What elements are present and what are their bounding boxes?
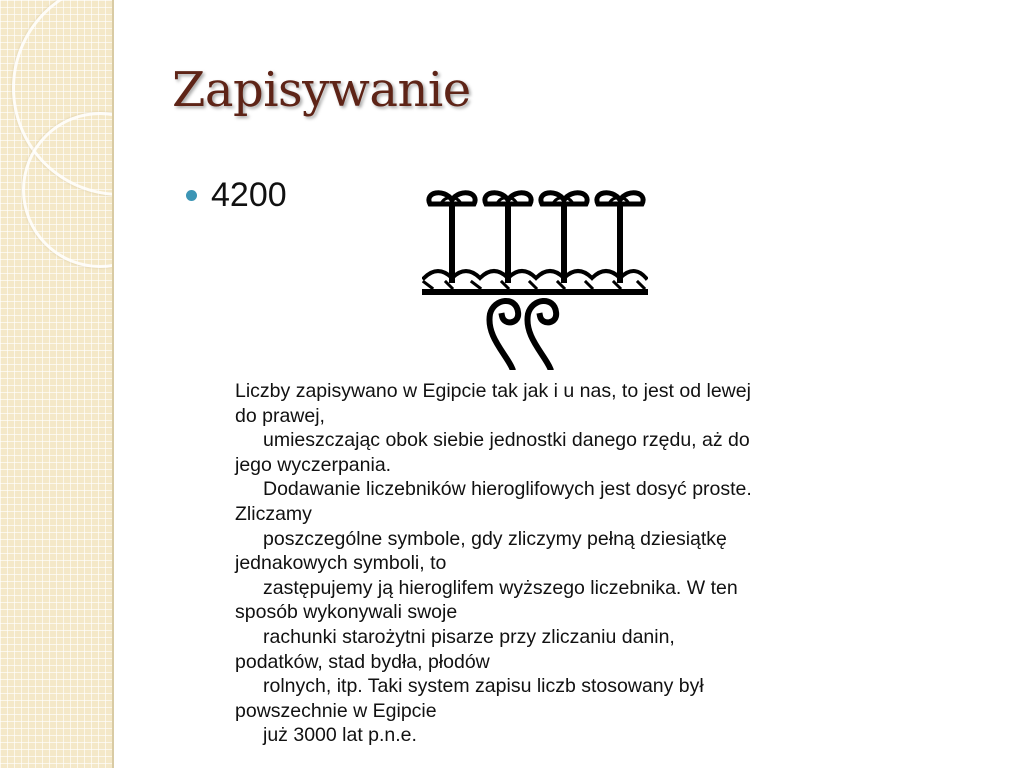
lotus-thousand-icon — [597, 193, 643, 280]
paragraph-line: rachunki starożytni pisarze przy zliczaniu danin, — [263, 625, 675, 648]
paragraph-line: Dodawanie liczebników hieroglifowych jest dosyć proste. — [263, 478, 752, 501]
paragraph-line: już 3000 lat p.n.e. — [263, 724, 417, 747]
explanation-paragraph — [235, 379, 895, 748]
paragraph-line: umieszczając obok siebie jednostki danego rzędu, aż do — [263, 429, 750, 452]
paragraph-line: poszczególne symbole, gdy zliczymy pełną dziesiątkę — [263, 527, 727, 550]
paragraph-line: do prawej, — [235, 404, 325, 427]
paragraph-line: zastępujemy ją hieroglifem wyższego liczebnika. W ten — [263, 576, 738, 599]
coil-hundred-icon — [489, 301, 518, 368]
paragraph-line: Liczby zapisywano w Egipcie tak jak i u nas, to jest od lewej — [235, 380, 751, 402]
paragraph-line: sposób wykonywali swoje — [235, 601, 458, 624]
paragraph-line: powszechnie w Egipcie — [235, 699, 437, 722]
lotus-thousand-icon — [429, 193, 475, 280]
egyptian-hieroglyph-4200-icon — [422, 186, 648, 370]
paragraph-line: podatków, stad bydła, płodów — [235, 650, 490, 673]
lotus-thousand-icon — [485, 193, 531, 280]
lotus-thousand-icon — [541, 193, 587, 280]
paragraph-line: jego wyczerpania. — [235, 453, 392, 476]
paragraph-line: jednakowych symboli, to — [235, 552, 447, 575]
coil-hundred-icon — [527, 301, 556, 368]
paragraph-line: Zliczamy — [235, 502, 312, 525]
sidebar-divider — [112, 0, 114, 768]
bullet-item — [186, 176, 287, 215]
decorative-sidebar — [0, 0, 114, 768]
paragraph-line: rolnych, itp. Taki system zapisu liczb stosowany był — [263, 675, 704, 698]
bullet-text: 4200 — [211, 176, 287, 214]
slide-title: Zapisywanie — [172, 62, 471, 118]
bullet-dot-icon — [186, 190, 197, 201]
